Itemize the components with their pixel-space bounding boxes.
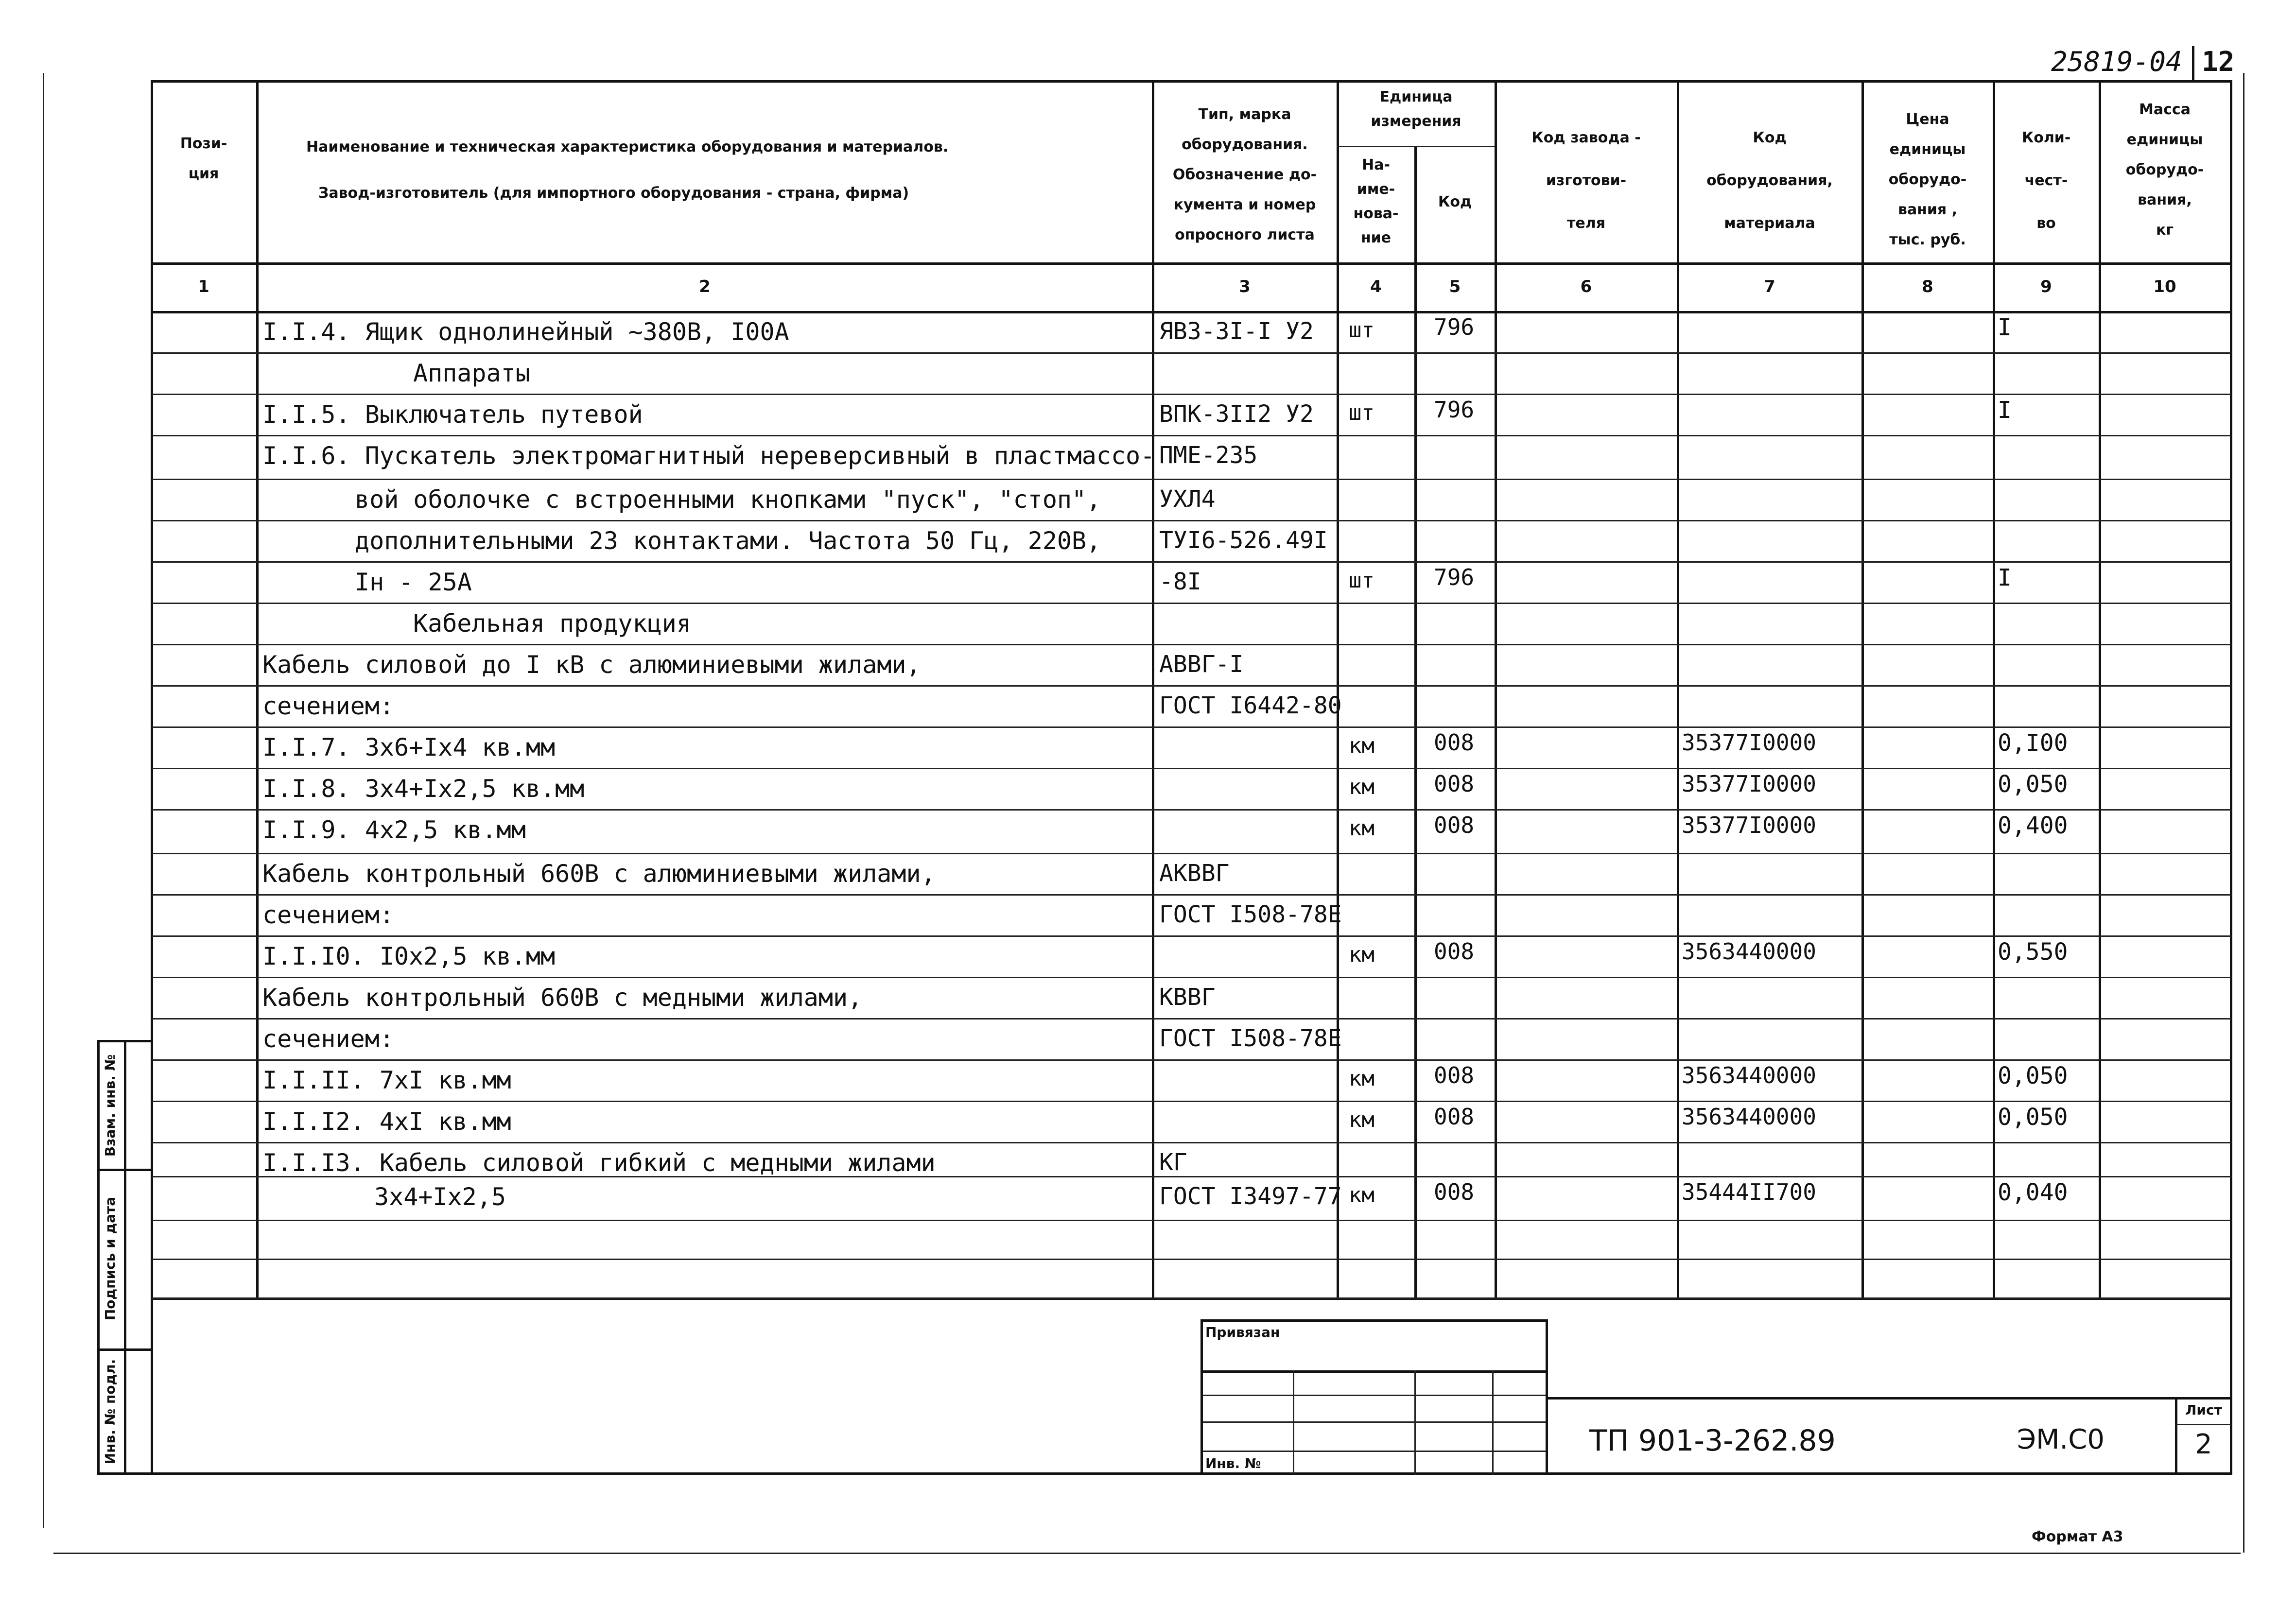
row-separator <box>152 1220 2231 1221</box>
col-sep-2 <box>1152 80 1154 1297</box>
row-name: I.I.7. 3х6+Iх4 кв.мм <box>262 733 556 761</box>
col-number-7: 7 <box>1764 277 1775 296</box>
corner-sheet-ref: 12 <box>2202 46 2235 78</box>
row-separator <box>152 1259 2231 1260</box>
row-type: ГОСТ I508-78Е <box>1159 901 1342 928</box>
row-separator <box>152 520 2231 521</box>
row-quantity: 0,040 <box>1998 1179 2068 1206</box>
row-name: I.I.8. 3х4+Iх2,5 кв.мм <box>262 775 585 803</box>
header-col3: Тип, марка оборудования. Обозначение до- кумента и номер опросного листа <box>1172 106 1317 243</box>
row-type: УХЛ4 <box>1159 485 1216 513</box>
frame-bottom-border <box>97 1472 2231 1475</box>
row-material-code: 3563440000 <box>1682 938 1816 965</box>
row-unit: км <box>1349 1183 1374 1208</box>
row-name: Кабель контрольный 660В с медными жилами, <box>262 984 863 1012</box>
row-name: дополнительными 23 контактами. Частота 50 Гц, 220В, <box>355 527 1101 555</box>
col-number-9: 9 <box>2040 277 2052 296</box>
row-separator <box>152 603 2231 604</box>
row-separator <box>152 809 2231 811</box>
side-label-replace: Взам. инв. № <box>102 1054 118 1157</box>
row-type: ГОСТ I508-78Е <box>1159 1025 1342 1052</box>
row-name: вой оболочке с встроенными кнопками "пуск", "стоп", <box>355 485 1101 514</box>
row-separator <box>152 644 2231 645</box>
row-separator <box>152 1101 2231 1102</box>
row-name: Iн - 25А <box>355 568 472 596</box>
header-bottom-border <box>151 262 2231 265</box>
row-name: 3х4+Iх2,5 <box>374 1183 506 1211</box>
row-code: 008 <box>1434 938 1475 965</box>
row-separator <box>152 935 2231 937</box>
row-unit: км <box>1349 1107 1374 1132</box>
row-quantity: 0,400 <box>1998 812 2068 839</box>
row-separator <box>152 394 2231 395</box>
sheet-number: 2 <box>2195 1429 2212 1460</box>
row-name: I.I.9. 4х2,5 кв.мм <box>262 816 526 844</box>
col-sep-3 <box>1337 80 1339 1297</box>
row-code: 008 <box>1434 771 1475 797</box>
row-separator <box>152 561 2231 563</box>
attached-top <box>1200 1319 1546 1322</box>
row-unit: км <box>1349 775 1374 799</box>
row-separator <box>152 894 2231 896</box>
attached-left <box>1200 1319 1203 1475</box>
row-separator <box>152 352 2231 354</box>
frame-right-border <box>2230 80 2232 1475</box>
row-unit: км <box>1349 1066 1374 1091</box>
row-material-code: 35377I0000 <box>1682 729 1816 756</box>
row-name: I.I.6. Пускатель электромагнитный нереверсивный в пластмассо- <box>262 442 1155 470</box>
header-col8: Цена единицы оборудо- вания , тыс. руб. <box>1888 111 1967 248</box>
row-quantity: I <box>1998 564 2012 591</box>
row-type: ЯВЗ-3I-I У2 <box>1159 318 1314 345</box>
header-col5: Код <box>1438 193 1472 210</box>
format-label: Формат А3 <box>2032 1528 2123 1545</box>
col-sep-8 <box>1993 80 1995 1297</box>
number-row-bottom-border <box>151 311 2231 313</box>
doc-mark: ЭМ.С0 <box>2017 1424 2105 1455</box>
header-col4: На- име- нова- ние <box>1353 156 1399 246</box>
row-material-code: 35377I0000 <box>1682 771 1816 797</box>
side-label-inventory: Инв. № подл. <box>102 1359 118 1465</box>
col-sep-1 <box>256 80 259 1297</box>
col-number-1: 1 <box>198 277 209 296</box>
row-unit: км <box>1349 816 1374 841</box>
row-name: I.I.I3. Кабель силовой гибкий с медными жилами <box>262 1149 936 1177</box>
col-number-3: 3 <box>1239 277 1251 296</box>
row-type: -8I <box>1159 568 1201 595</box>
row-type: ТУI6-526.49I <box>1159 527 1328 554</box>
outer-right-border <box>2243 73 2244 1553</box>
col-number-4: 4 <box>1370 277 1382 296</box>
side-stamp-mid <box>124 1040 126 1475</box>
row-quantity: 0,I00 <box>1998 729 2068 757</box>
row-code: 008 <box>1434 729 1475 756</box>
row-name: Аппараты <box>413 359 530 387</box>
row-separator <box>152 1142 2231 1143</box>
row-code: 796 <box>1434 397 1475 423</box>
row-code: 008 <box>1434 1104 1475 1130</box>
row-material-code: 35444II700 <box>1682 1179 1816 1205</box>
row-separator <box>152 479 2231 480</box>
row-quantity: 0,050 <box>1998 771 2068 798</box>
row-separator <box>152 977 2231 978</box>
row-separator <box>152 685 2231 687</box>
row-code: 008 <box>1434 812 1475 838</box>
outer-left-border <box>43 73 44 1528</box>
doc-code: ТП 901-3-262.89 <box>1589 1424 1836 1458</box>
attached-label: Привязан <box>1205 1324 1280 1340</box>
row-quantity: 0,050 <box>1998 1104 2068 1131</box>
row-material-code: 3563440000 <box>1682 1062 1816 1089</box>
table-top-border <box>151 80 2231 83</box>
col-sep-5 <box>1495 80 1497 1297</box>
row-name: сечением: <box>262 1025 394 1053</box>
row-type: КВВГ <box>1159 984 1216 1011</box>
col-number-2: 2 <box>699 277 711 296</box>
attached-line3 <box>1200 1421 1546 1423</box>
col-sep-7 <box>1861 80 1864 1297</box>
attached-line2 <box>1200 1395 1546 1396</box>
attached-col2 <box>1414 1370 1416 1475</box>
unit-group-divider <box>1337 146 1495 147</box>
row-type: АВВГ-I <box>1159 651 1244 678</box>
col-number-6: 6 <box>1580 277 1592 296</box>
col-number-8: 8 <box>1922 277 1933 296</box>
col-sep-6 <box>1677 80 1679 1297</box>
row-material-code: 3563440000 <box>1682 1104 1816 1130</box>
row-name: I.I.I0. I0х2,5 кв.мм <box>262 942 556 970</box>
row-code: 796 <box>1434 314 1475 340</box>
row-quantity: 0,050 <box>1998 1062 2068 1089</box>
row-type: АКВВГ <box>1159 860 1230 887</box>
side-label-signature: Подпись и дата <box>102 1196 118 1321</box>
row-separator <box>152 1297 2231 1299</box>
col-sep-4 <box>1414 146 1417 1297</box>
header-col10: Масса единицы оборудо- вания, кг <box>2125 101 2204 239</box>
row-name: Кабельная продукция <box>413 609 691 638</box>
header-col7: Код оборудования, материала <box>1706 129 1833 232</box>
col-number-5: 5 <box>1449 277 1461 296</box>
header-col2: Наименование и техническая характеристика оборудования и материалов. Завод-изготовитель (для импортного оборудования - страна, фирма) <box>306 138 949 202</box>
row-separator <box>152 853 2231 854</box>
attached-line4 <box>1200 1451 1546 1452</box>
row-code: 008 <box>1434 1062 1475 1089</box>
row-name: I.I.5. Выключатель путевой <box>262 400 643 429</box>
row-unit: шт <box>1349 318 1374 343</box>
row-unit: шт <box>1349 400 1374 425</box>
header-col6: Код завода - изготови- теля <box>1531 129 1641 232</box>
row-separator <box>152 726 2231 728</box>
row-unit: шт <box>1349 568 1374 593</box>
outer-bottom-border <box>53 1553 2241 1554</box>
row-type: КГ <box>1159 1149 1187 1176</box>
row-code: 008 <box>1434 1179 1475 1205</box>
row-name: Кабель контрольный 660В с алюминиевыми жилами, <box>262 860 936 888</box>
row-name: I.I.4. Ящик однолинейный ~380В, I00А <box>262 318 789 346</box>
header-col1: Пози- ция <box>180 135 227 182</box>
side-stamp-left <box>97 1040 100 1475</box>
row-name: I.I.II. 7хI кв.мм <box>262 1066 511 1094</box>
corner-doc-ref: 25819-04 <box>2051 46 2182 78</box>
row-separator <box>152 768 2231 769</box>
row-name: Кабель силовой до I кВ с алюминиевыми жилами, <box>262 651 921 679</box>
attached-line1 <box>1200 1370 1546 1373</box>
inv-no-label: Инв. № <box>1205 1455 1261 1471</box>
header-col9: Коли- чест- во <box>2021 129 2071 232</box>
col-number-10: 10 <box>2153 277 2176 296</box>
row-type: ВПК-3II2 У2 <box>1159 400 1314 428</box>
row-separator <box>152 1018 2231 1019</box>
corner-divider <box>2192 46 2194 80</box>
row-separator <box>152 435 2231 436</box>
header-unit-group: Единица измерения <box>1371 88 1461 130</box>
row-type: ПМЕ-235 <box>1159 442 1258 469</box>
row-code: 796 <box>1434 564 1475 590</box>
row-quantity: I <box>1998 397 2012 424</box>
row-name: сечением: <box>262 692 394 720</box>
row-type: ГОСТ I6442-80 <box>1159 692 1342 719</box>
attached-col3 <box>1492 1370 1494 1475</box>
col-sep-9 <box>2099 80 2101 1297</box>
row-name: I.I.I2. 4хI кв.мм <box>262 1107 511 1136</box>
row-quantity: 0,550 <box>1998 938 2068 966</box>
row-name: сечением: <box>262 901 394 929</box>
row-type: ГОСТ I3497-77 <box>1159 1183 1342 1210</box>
row-separator <box>152 1059 2231 1061</box>
title-block-top <box>1546 1397 2231 1400</box>
row-unit: км <box>1349 942 1374 967</box>
row-material-code: 35377I0000 <box>1682 812 1816 838</box>
sheet-label: Лист <box>2185 1402 2222 1418</box>
row-quantity: I <box>1998 314 2012 341</box>
sheet-cell-divider <box>2175 1424 2231 1425</box>
attached-col1 <box>1293 1370 1294 1475</box>
row-unit: км <box>1349 733 1374 758</box>
